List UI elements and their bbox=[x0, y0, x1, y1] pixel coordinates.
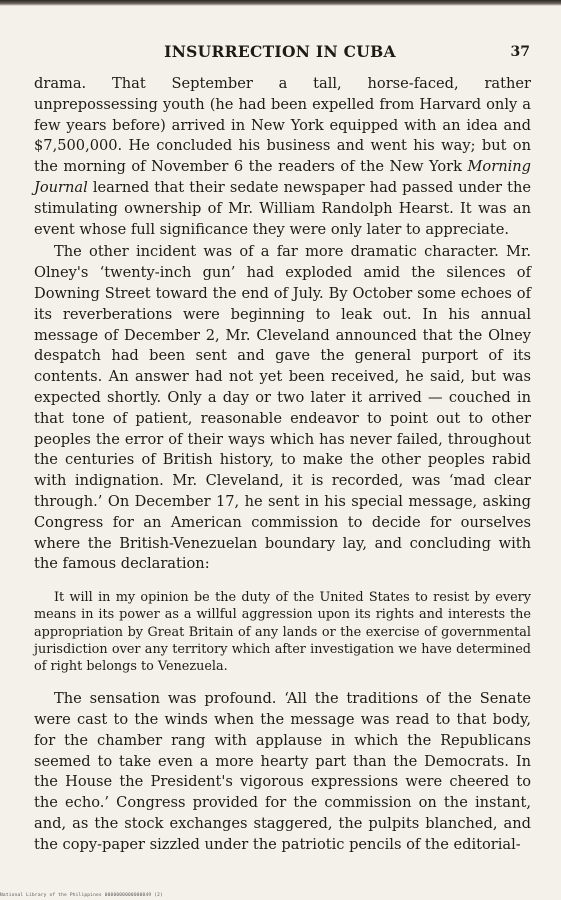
page-number: 37 bbox=[510, 44, 530, 60]
paragraph-1-part-1: drama. That September a tall, horse-faced, rather unprepossessing youth (he had been expelled from Harvard only a few years before) arrived in New York equipped with an idea and $7,500,000. He concluded his business and went his way; but on the morning of November 6 the readers of the New York bbox=[34, 75, 531, 176]
page-top-edge bbox=[0, 0, 561, 6]
library-watermark: National Library of the Philippines 0000000000000049 (2) bbox=[0, 893, 163, 898]
paragraph-1 bbox=[34, 74, 531, 240]
paragraph-1-part-2: learned that their sedate newspaper had passed under the stimulating ownership of Mr. William Randolph Hearst. It was an event whose full significance they were only later to appreciate. bbox=[34, 178, 531, 238]
page-header bbox=[30, 42, 530, 66]
newspaper-title: Morning Journal bbox=[34, 158, 531, 196]
paragraph-3: The sensation was profound. ‘All the traditions of the Senate were cast to the winds when the message was read to that body, for the chamber rang with applause in which the Republicans seemed to take even a more hearty part than the Democrats. In the House the President's vigorous expressions were cheered to the echo.’ Congress provided for the commission on the instant, and, as the stock exchanges staggered, the pulpits blanched, and the copy-paper sizzled under the patriotic pencils of the editorial- bbox=[34, 690, 531, 853]
running-head: INSURRECTION IN CUBA bbox=[164, 42, 396, 61]
block-quote: It will in my opinion be the duty of the United States to resist by every means in its power as a willful aggression upon its rights and interests the appropriation by Great Britain of any lands or the exercise of governmental jurisdiction over any territory which after investigation we have determined of right belongs to Venezuela. bbox=[34, 590, 531, 674]
paragraph-2: The other incident was of a far more dramatic character. Mr. Olney's ‘twenty-inch gun’ had exploded amid the silences of Downing Street toward the end of July. By October some echoes of its reverberations were beginning to leak out. In his annual message of December 2, Mr. Cleveland announced that the Olney despatch had been sent and gave the general purport of its contents. An answer had not yet been received, he said, but was expected shortly. Only a day or two later it arrived — couched in that tone of patient, reasonable endeavor to point out to other peoples the error of their ways which has never failed, throughout the centuries of British history, to make the other peoples rabid with indignation. Mr. Cleveland, it is recorded, was ‘mad clear through.’ On December 17, he sent in his special message, asking Congress for an American commission to decide for ourselves where the British-Venezuelan boundary lay, and concluding with the famous declaration: bbox=[34, 243, 531, 573]
page-body bbox=[34, 74, 531, 856]
